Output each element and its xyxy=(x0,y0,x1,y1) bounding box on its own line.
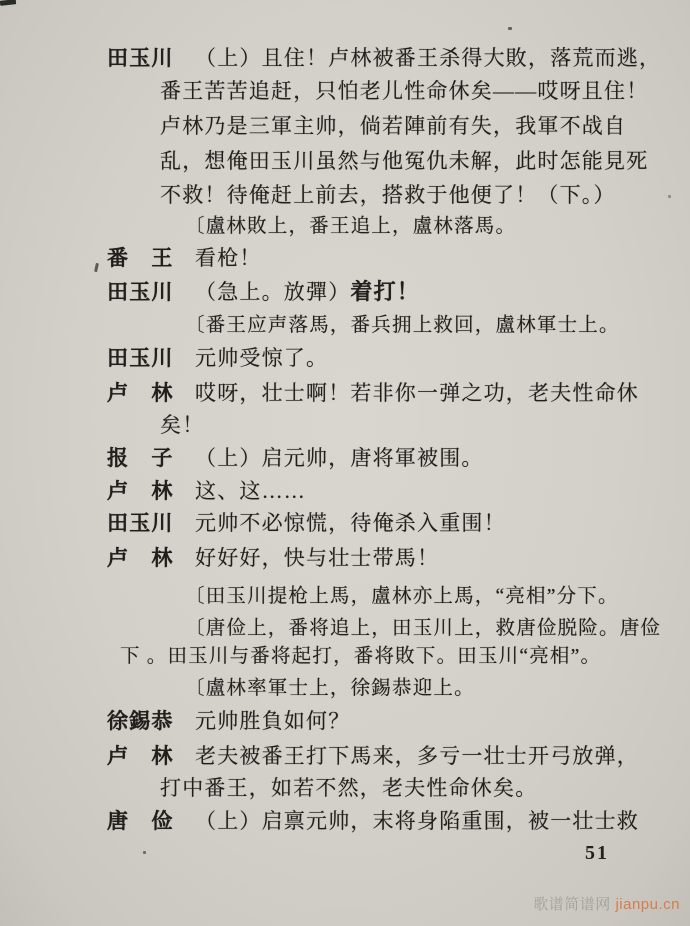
watermark-site-name: 歌谱简谱网 xyxy=(533,896,611,913)
line-text: 番王苦苦追赶，只怕老儿性命休矣——哎呀且住！ xyxy=(160,79,649,103)
scan-speck xyxy=(508,27,512,30)
speaker-name: 卢 林 xyxy=(107,381,174,405)
stage-direction-line xyxy=(0,309,690,337)
dialogue-line xyxy=(0,275,690,306)
speaker-name: 田玉川 xyxy=(107,346,174,370)
stage-direction-line xyxy=(0,210,690,238)
emphasized-text: 着打！ xyxy=(350,279,421,304)
line-text: 打中番王，如若不然，老夫性命休矣。 xyxy=(160,776,538,800)
dialogue-line xyxy=(0,705,690,735)
dialogue-continuation-line xyxy=(0,145,690,175)
dialogue-line xyxy=(0,475,690,505)
speaker-name: 卢 林 xyxy=(107,479,174,503)
page-number: 51 xyxy=(585,842,609,864)
scan-speck xyxy=(143,851,146,854)
line-text: 元帅胜負如何？ xyxy=(195,709,351,733)
dialogue-continuation-line xyxy=(0,110,690,140)
line-text: （上）启元帅，唐将軍被围。 xyxy=(195,446,484,470)
line-text: 这、这…… xyxy=(195,479,306,503)
line-text: 〔盧林率軍士上，徐錫恭迎上。 xyxy=(185,678,475,699)
line-text: 元帅不必惊慌，待俺杀入重围！ xyxy=(195,511,506,535)
line-text: （上）且住！卢林被番王杀得大敗，落荒而逃， xyxy=(195,46,662,70)
dialogue-line xyxy=(0,242,690,272)
stage-direction-line xyxy=(0,672,690,700)
line-text: 矣！ xyxy=(160,413,205,437)
line-text: 看枪！ xyxy=(195,246,262,270)
dialogue-line xyxy=(0,442,690,472)
dialogue-line xyxy=(0,342,690,372)
line-text: 不救！待俺赶上前去，搭救于他便了！（下。） xyxy=(160,183,616,207)
speaker-name: 田玉川 xyxy=(107,511,174,535)
speaker-name: 田玉川 xyxy=(107,280,174,304)
line-text: 卢林乃是三軍主帅，倘若陣前有失，我軍不战自 xyxy=(160,114,627,138)
line-text: 哎呀，壮士啊！若非你一弹之功，老夫性命休 xyxy=(195,381,639,405)
line-text: 〔田玉川提枪上馬，盧林亦上馬，“亮相”分下。 xyxy=(185,586,619,607)
dialogue-line xyxy=(0,542,690,572)
dialogue-line xyxy=(0,377,690,407)
speaker-name: 卢 林 xyxy=(107,744,174,768)
dialogue-continuation-line xyxy=(0,409,690,439)
line-text: （急上。放彈） xyxy=(195,280,351,304)
watermark xyxy=(533,893,680,914)
scan-speck xyxy=(0,0,16,6)
line-text: 元帅受惊了。 xyxy=(195,346,329,370)
speaker-name: 唐 俭 xyxy=(107,809,174,833)
dialogue-line xyxy=(0,507,690,537)
line-text: 〔盧林敗上，番王追上，盧林落馬。 xyxy=(185,216,517,237)
stage-direction-line xyxy=(0,580,690,608)
line-text: 老夫被番王打下馬来，多亏一壮士开弓放弹， xyxy=(195,744,639,768)
dialogue-continuation-line xyxy=(0,772,690,802)
dialogue-line xyxy=(0,42,690,72)
speaker-name: 报 子 xyxy=(107,446,174,470)
dialogue-continuation-line xyxy=(0,179,690,209)
stage-direction-line xyxy=(0,640,690,668)
speaker-name: 田玉川 xyxy=(107,46,174,70)
line-text: 下 。田玉川与番将起打，番将敗下。田玉川“亮相”。 xyxy=(120,646,602,667)
line-text: 〔番王应声落馬，番兵拥上救回，盧林軍士上。 xyxy=(185,315,620,336)
line-text: 〔唐俭上，番将追上，田玉川上，救唐俭脱险。唐俭 xyxy=(185,618,662,639)
dialogue-line xyxy=(0,805,690,835)
scan-speck xyxy=(668,195,671,198)
speaker-name: 卢 林 xyxy=(107,546,174,570)
dialogue-line xyxy=(0,740,690,770)
dialogue-continuation-line xyxy=(0,75,690,105)
speaker-name: 徐錫恭 xyxy=(107,709,174,733)
speaker-name: 番 王 xyxy=(107,246,174,270)
line-text: 乱，想俺田玉川虽然与他冤仇未解，此时怎能見死 xyxy=(160,149,649,173)
line-text: （上）启禀元帅，末将身陷重围，被一壮士救 xyxy=(195,809,639,833)
stage-direction-line xyxy=(0,612,690,640)
watermark-site-url: jianpu.cn xyxy=(615,896,680,913)
line-text: 好好好，快与壮士带馬！ xyxy=(195,546,440,570)
